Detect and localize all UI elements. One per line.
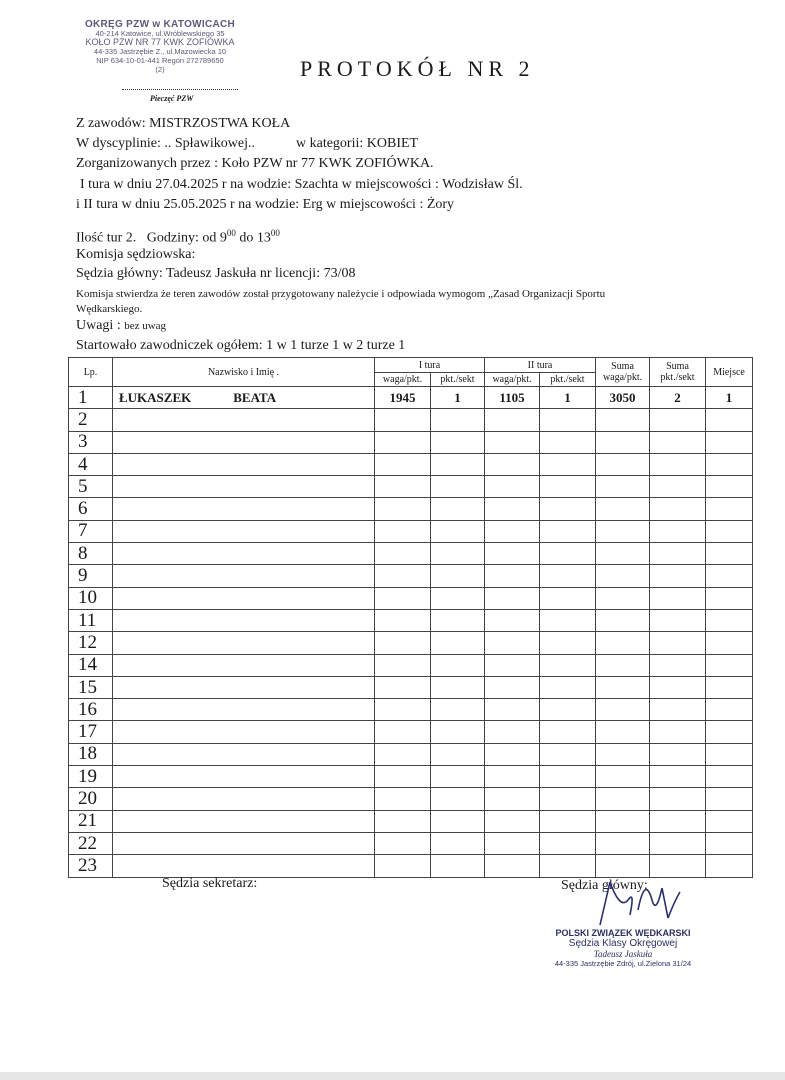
table-row bbox=[69, 431, 753, 453]
judge-stamp-line: Sędzia Klasy Okręgowej bbox=[568, 938, 678, 949]
round1-weight bbox=[375, 587, 431, 609]
competitor-name bbox=[113, 832, 375, 854]
round2-weight bbox=[485, 543, 540, 565]
round2-points bbox=[540, 810, 596, 832]
round1-weight bbox=[375, 431, 431, 453]
competitor-name bbox=[113, 699, 375, 721]
round2-weight bbox=[485, 632, 540, 654]
round1-points bbox=[431, 676, 485, 698]
category-line: w kategorii: KOBIET bbox=[296, 136, 419, 151]
round2-weight bbox=[485, 453, 540, 475]
round2-points bbox=[540, 409, 596, 431]
header-round1: I tura bbox=[375, 358, 485, 373]
round1-points bbox=[431, 810, 485, 832]
round1-weight bbox=[375, 609, 431, 631]
started-line: Startowało zawodniczek ogółem: 1 w 1 turze 1 w 2 turze 1 bbox=[76, 338, 406, 353]
total-points bbox=[650, 520, 706, 542]
round1-points bbox=[431, 453, 485, 475]
table-row bbox=[69, 832, 753, 854]
stamp-line: 44-335 Jastrzębie Z., ul.Mazowiecka 10 bbox=[93, 47, 227, 56]
row-number: 6 bbox=[69, 498, 113, 520]
round2-weight bbox=[485, 766, 540, 788]
header-sum-weight-l2: waga/pkt. bbox=[602, 372, 643, 383]
row-number: 10 bbox=[69, 587, 113, 609]
round1-weight bbox=[375, 810, 431, 832]
first-name: BEATA bbox=[233, 389, 277, 405]
total-points bbox=[650, 431, 706, 453]
round1-points bbox=[431, 855, 485, 877]
header-weight-1: waga/pkt. bbox=[375, 373, 431, 387]
place bbox=[706, 743, 753, 765]
total-weight bbox=[596, 766, 650, 788]
total-weight bbox=[596, 743, 650, 765]
total-weight bbox=[596, 498, 650, 520]
row-number: 15 bbox=[69, 676, 113, 698]
pzw-stamp bbox=[70, 20, 250, 74]
table-row bbox=[69, 587, 753, 609]
hour-from: 9 bbox=[219, 230, 227, 246]
competitor-name bbox=[113, 587, 375, 609]
round1-points bbox=[431, 409, 485, 431]
header-sum-weight bbox=[596, 358, 650, 387]
header-points-1: pkt./sekt bbox=[431, 373, 485, 387]
round2-points bbox=[540, 609, 596, 631]
hour-from-minutes: 00 bbox=[226, 228, 236, 238]
round2-points bbox=[540, 587, 596, 609]
row-number: 21 bbox=[69, 810, 113, 832]
round1-weight bbox=[375, 855, 431, 877]
round2-points bbox=[540, 476, 596, 498]
round1-points bbox=[431, 431, 485, 453]
total-points bbox=[650, 498, 706, 520]
round2-points: 1 bbox=[540, 387, 596, 409]
row-number: 4 bbox=[69, 453, 113, 475]
total-points bbox=[650, 587, 706, 609]
place bbox=[706, 676, 753, 698]
place bbox=[706, 654, 753, 676]
round2-points bbox=[540, 766, 596, 788]
competitor-name bbox=[113, 721, 375, 743]
place bbox=[706, 543, 753, 565]
round1-weight bbox=[375, 676, 431, 698]
header-sum-points-l1: Suma bbox=[666, 361, 689, 372]
total-points bbox=[650, 766, 706, 788]
round2-weight bbox=[485, 587, 540, 609]
header-name: Nazwisko i Imię . bbox=[113, 358, 375, 387]
table-row bbox=[69, 520, 753, 542]
round1-points bbox=[431, 587, 485, 609]
header-sum-weight-l1: Suma bbox=[611, 361, 634, 372]
discipline-line: W dyscyplinie: .. Spławikowej.. bbox=[76, 136, 255, 151]
competitor-name bbox=[113, 743, 375, 765]
total-weight bbox=[596, 654, 650, 676]
table-row bbox=[69, 788, 753, 810]
row-number: 9 bbox=[69, 565, 113, 587]
competitor-name bbox=[113, 609, 375, 631]
hours-label: Godziny: od bbox=[146, 230, 217, 246]
total-points bbox=[650, 743, 706, 765]
round1-points bbox=[431, 654, 485, 676]
round1-points bbox=[431, 766, 485, 788]
place bbox=[706, 565, 753, 587]
round2-points bbox=[540, 832, 596, 854]
table-row bbox=[69, 387, 753, 409]
competitor-name bbox=[113, 855, 375, 877]
total-weight bbox=[596, 520, 650, 542]
total-weight bbox=[596, 565, 650, 587]
place bbox=[706, 520, 753, 542]
table-row bbox=[69, 699, 753, 721]
round2-points bbox=[540, 654, 596, 676]
round1-points bbox=[431, 565, 485, 587]
competitor-name bbox=[113, 788, 375, 810]
header-sum-points bbox=[650, 358, 706, 387]
hours-to: do bbox=[239, 230, 254, 246]
table-row bbox=[69, 476, 753, 498]
competitor-name bbox=[113, 520, 375, 542]
table-row bbox=[69, 498, 753, 520]
hour-to-minutes: 00 bbox=[270, 228, 280, 238]
total-weight bbox=[596, 810, 650, 832]
organizer-line: Zorganizowanych przez : Koło PZW nr 77 KWK ZOFIÓWKA. bbox=[76, 156, 434, 171]
total-points bbox=[650, 654, 706, 676]
competitor-name bbox=[113, 810, 375, 832]
total-weight bbox=[596, 721, 650, 743]
total-weight bbox=[596, 543, 650, 565]
round2-points bbox=[540, 721, 596, 743]
remarks-label: Uwagi : bbox=[76, 318, 121, 333]
competitor-name bbox=[113, 676, 375, 698]
round2-weight bbox=[485, 810, 540, 832]
round1-weight bbox=[375, 743, 431, 765]
place bbox=[706, 766, 753, 788]
row-number: 5 bbox=[69, 476, 113, 498]
round1-points bbox=[431, 721, 485, 743]
round2-weight bbox=[485, 520, 540, 542]
row-number: 22 bbox=[69, 832, 113, 854]
round1-points: 1 bbox=[431, 387, 485, 409]
round2-points bbox=[540, 543, 596, 565]
header-sum-points-l2: pkt./sekt bbox=[660, 372, 695, 383]
judge-stamp-line: Tadeusz Jaskuła bbox=[593, 949, 653, 959]
handwritten-signature bbox=[580, 870, 690, 930]
row-number: 12 bbox=[69, 632, 113, 654]
total-points bbox=[650, 832, 706, 854]
total-weight: 3050 bbox=[596, 387, 650, 409]
round1-weight bbox=[375, 766, 431, 788]
row-number: 19 bbox=[69, 766, 113, 788]
round1-points bbox=[431, 520, 485, 542]
table-row bbox=[69, 543, 753, 565]
competitor-name bbox=[113, 453, 375, 475]
place bbox=[706, 587, 753, 609]
total-points bbox=[650, 609, 706, 631]
statement-line: Komisja stwierdza że teren zawodów został przygotowany należycie i odpowiada wymogom „Zasad Organizacji Sportu bbox=[76, 288, 606, 300]
round1-points bbox=[431, 609, 485, 631]
round2-weight bbox=[485, 788, 540, 810]
table-row bbox=[69, 609, 753, 631]
committee-line: Komisja sędziowska: bbox=[76, 247, 196, 262]
total-weight bbox=[596, 832, 650, 854]
row-number: 7 bbox=[69, 520, 113, 542]
hour-to: 13 bbox=[256, 230, 271, 246]
place bbox=[706, 788, 753, 810]
round1-weight bbox=[375, 788, 431, 810]
round1-weight bbox=[375, 565, 431, 587]
round2-points bbox=[540, 676, 596, 698]
round1-points bbox=[431, 788, 485, 810]
chief-judge-line: Sędzia główny: Tadeusz Jaskuła nr licencji: 73/08 bbox=[76, 266, 356, 281]
total-weight bbox=[596, 453, 650, 475]
round1-weight bbox=[375, 632, 431, 654]
place bbox=[706, 609, 753, 631]
total-points bbox=[650, 699, 706, 721]
round1-points bbox=[431, 632, 485, 654]
judge-stamp-line: 44-335 Jastrzębie Zdrój, ul.Zielona 31/24 bbox=[554, 959, 692, 968]
row-number: 18 bbox=[69, 743, 113, 765]
round1-weight bbox=[375, 699, 431, 721]
place bbox=[706, 453, 753, 475]
place bbox=[706, 476, 753, 498]
row-number: 3 bbox=[69, 431, 113, 453]
round2-weight bbox=[485, 699, 540, 721]
table-row bbox=[69, 810, 753, 832]
competitor-name bbox=[113, 543, 375, 565]
round2-points bbox=[540, 498, 596, 520]
round1-points bbox=[431, 699, 485, 721]
place bbox=[706, 498, 753, 520]
competitor-name bbox=[113, 498, 375, 520]
total-points bbox=[650, 543, 706, 565]
judge-stamp-line: POLSKI ZWIĄZEK WĘDKARSKI bbox=[555, 928, 691, 938]
total-weight bbox=[596, 676, 650, 698]
surname: ŁUKASZEK bbox=[119, 389, 192, 405]
total-weight bbox=[596, 587, 650, 609]
round1-weight: 1945 bbox=[375, 387, 431, 409]
row-number: 20 bbox=[69, 788, 113, 810]
round2-weight bbox=[485, 676, 540, 698]
place bbox=[706, 832, 753, 854]
round1-points bbox=[431, 543, 485, 565]
competitor-name bbox=[113, 632, 375, 654]
stamp-line: KOŁO PZW NR 77 KWK ZOFIÓWKA bbox=[85, 37, 235, 47]
rounds-count: Ilość tur 2. bbox=[76, 230, 137, 246]
row-number: 23 bbox=[69, 855, 113, 877]
competitor-name bbox=[113, 766, 375, 788]
total-points bbox=[650, 565, 706, 587]
round2-weight bbox=[485, 476, 540, 498]
secretary-label: Sędzia sekretarz: bbox=[162, 876, 258, 891]
total-points bbox=[650, 810, 706, 832]
stamp-caption: Pieczęć PZW bbox=[150, 94, 194, 103]
total-points bbox=[650, 476, 706, 498]
round1-points bbox=[431, 743, 485, 765]
row-number: 14 bbox=[69, 654, 113, 676]
scan-edge bbox=[0, 1072, 785, 1080]
total-points bbox=[650, 721, 706, 743]
stamp-line: NIP 634-10-01-441 Regon 272789650 bbox=[96, 56, 224, 65]
round2-weight bbox=[485, 565, 540, 587]
statement-line-2: Wędkarskiego. bbox=[76, 303, 143, 315]
total-points bbox=[650, 453, 706, 475]
round1-points bbox=[431, 832, 485, 854]
place bbox=[706, 721, 753, 743]
round1-weight bbox=[375, 832, 431, 854]
remarks-value: bez uwag bbox=[124, 320, 167, 332]
table-row bbox=[69, 721, 753, 743]
total-points bbox=[650, 632, 706, 654]
total-weight bbox=[596, 788, 650, 810]
round2-line: i II tura w dniu 25.05.2025 r na wodzie: Erg w miejscowości : Żory bbox=[76, 197, 455, 212]
round2-weight bbox=[485, 654, 540, 676]
total-weight bbox=[596, 409, 650, 431]
place bbox=[706, 810, 753, 832]
total-weight bbox=[596, 632, 650, 654]
place bbox=[706, 632, 753, 654]
table-row bbox=[69, 743, 753, 765]
table-row bbox=[69, 409, 753, 431]
round2-weight bbox=[485, 498, 540, 520]
total-points bbox=[650, 676, 706, 698]
place bbox=[706, 431, 753, 453]
stamp-divider bbox=[122, 89, 238, 90]
total-weight bbox=[596, 431, 650, 453]
round2-weight bbox=[485, 409, 540, 431]
table-row bbox=[69, 766, 753, 788]
round2-points bbox=[540, 565, 596, 587]
round2-weight bbox=[485, 609, 540, 631]
total-points: 2 bbox=[650, 387, 706, 409]
round2-points bbox=[540, 431, 596, 453]
round2-weight bbox=[485, 431, 540, 453]
total-weight bbox=[596, 476, 650, 498]
round2-weight bbox=[485, 743, 540, 765]
place: 1 bbox=[706, 387, 753, 409]
round1-points bbox=[431, 498, 485, 520]
round1-weight bbox=[375, 520, 431, 542]
round2-weight bbox=[485, 721, 540, 743]
round1-weight bbox=[375, 453, 431, 475]
table-row bbox=[69, 676, 753, 698]
header-place: Miejsce bbox=[706, 358, 753, 387]
header-weight-2: waga/pkt. bbox=[485, 373, 540, 387]
row-number: 11 bbox=[69, 609, 113, 631]
round2-weight bbox=[485, 832, 540, 854]
competitor-name bbox=[113, 565, 375, 587]
competitor-name bbox=[113, 476, 375, 498]
table-row bbox=[69, 453, 753, 475]
header-points-2: pkt./sekt bbox=[540, 373, 596, 387]
round2-points bbox=[540, 453, 596, 475]
header-round2: II tura bbox=[485, 358, 596, 373]
chief-judge-label: Sędzia główny: bbox=[561, 878, 648, 893]
round1-weight bbox=[375, 409, 431, 431]
round1-line: I tura w dniu 27.04.2025 r na wodzie: Szachta w miejscowości : Wodzisław Śl. bbox=[80, 177, 523, 192]
total-points bbox=[650, 788, 706, 810]
row-number: 17 bbox=[69, 721, 113, 743]
row-number: 2 bbox=[69, 409, 113, 431]
round1-weight bbox=[375, 498, 431, 520]
table-row bbox=[69, 632, 753, 654]
round1-points bbox=[431, 476, 485, 498]
stamp-line: 40-214 Katowice, ul.Wróblewskiego 35 bbox=[95, 29, 225, 38]
competitor-name bbox=[113, 431, 375, 453]
round2-points bbox=[540, 743, 596, 765]
place bbox=[706, 699, 753, 721]
row-number: 8 bbox=[69, 543, 113, 565]
place bbox=[706, 855, 753, 877]
competitor-name bbox=[113, 387, 375, 409]
row-number: 16 bbox=[69, 699, 113, 721]
header-lp: Lp. bbox=[69, 358, 113, 387]
round2-points bbox=[540, 699, 596, 721]
total-points bbox=[650, 409, 706, 431]
hours-line bbox=[76, 228, 280, 247]
row-number: 1 bbox=[69, 387, 113, 409]
remarks-line bbox=[76, 318, 166, 334]
place bbox=[706, 409, 753, 431]
round2-points bbox=[540, 788, 596, 810]
round2-points bbox=[540, 632, 596, 654]
round2-weight: 1105 bbox=[485, 387, 540, 409]
document-title: PROTOKÓŁ NR 2 bbox=[300, 56, 535, 81]
round1-weight bbox=[375, 654, 431, 676]
competitor-name bbox=[113, 654, 375, 676]
round1-weight bbox=[375, 721, 431, 743]
competitor-name bbox=[113, 409, 375, 431]
round2-weight bbox=[485, 855, 540, 877]
round1-weight bbox=[375, 476, 431, 498]
judge-stamp bbox=[548, 928, 698, 968]
table-row bbox=[69, 565, 753, 587]
total-weight bbox=[596, 609, 650, 631]
round2-points bbox=[540, 520, 596, 542]
results-table bbox=[68, 357, 753, 878]
competition-line: Z zawodów: MISTRZOSTWA KOŁA bbox=[76, 116, 291, 131]
total-weight bbox=[596, 699, 650, 721]
round1-weight bbox=[375, 543, 431, 565]
table-row bbox=[69, 654, 753, 676]
stamp-line: OKRĘG PZW w KATOWICACH bbox=[84, 19, 236, 30]
stamp-line: (2) bbox=[155, 65, 165, 74]
